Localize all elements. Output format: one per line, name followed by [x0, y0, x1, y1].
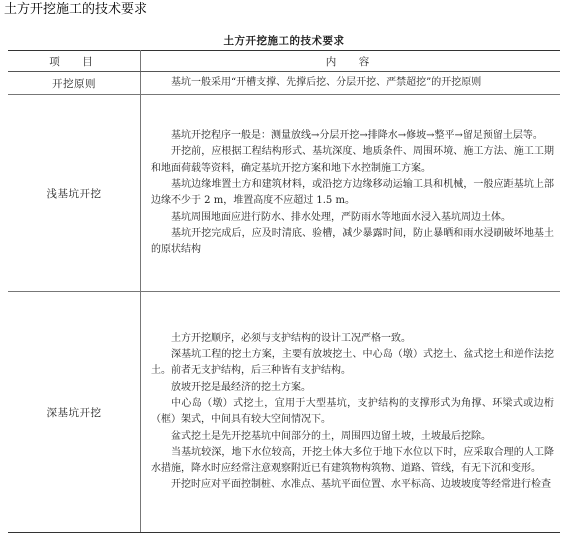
content-paragraph: 基坑周围地面应进行防水、排水处理，严防雨水等地面水浸入基坑周边土体。: [171, 211, 511, 223]
content-paragraph: 盆式挖土是先开挖基坑中间部分的土，周围四边留土坡，土坡最后挖除。: [171, 430, 491, 442]
table-caption: 土方开挖施工的技术要求: [223, 35, 345, 47]
header-content: 内 容: [141, 51, 561, 72]
content-paragraph: 开挖前，应根据工程结构形式、基坑深度、地质条件、周围环境、施工方法、施工工期和地面荷载等资料，确定基坑开挖方案和地下水控制施工方案。: [151, 146, 554, 174]
row-content: [141, 72, 561, 95]
table-row: [8, 72, 560, 95]
requirements-table: [8, 50, 560, 533]
content-paragraph: 中心岛（墩）式挖土，宜用于大型基坑，支护结构的支撑形式为角撑、环梁式或边桁（框）架式，中间具有较大空间情况下。: [151, 398, 554, 426]
item-label-text: 开挖原则: [52, 77, 96, 90]
page-title: 土方开挖施工的技术要求: [4, 2, 148, 17]
row-item-label: [8, 72, 141, 95]
row-item-label: [8, 95, 141, 292]
item-label-text: 深基坑开挖: [46, 406, 102, 419]
row-content: [141, 292, 561, 533]
row-content: [141, 95, 561, 292]
item-label-text: 浅基坑开挖: [46, 187, 102, 200]
content-paragraph: 基坑一般采用“开槽支撑、先撑后挖、分层开挖、严禁超挖”的开挖原则: [171, 77, 482, 88]
row-item-label: [8, 292, 141, 533]
header-item: 项 目: [8, 51, 141, 72]
content-paragraph: 基坑开挖完成后，应及时清底、验槽，减少暴露时间，防止暴晒和雨水浸刷破坏地基土的原状结构: [151, 227, 554, 256]
table-row: [8, 292, 560, 533]
content-paragraph: 放坡开挖是最经济的挖土方案。: [171, 381, 311, 393]
content-paragraph: 开挖时应对平面控制桩、水准点、基坑平面位置、水平标高、边坡坡度等经常进行检查: [171, 479, 551, 491]
content-paragraph: 深基坑工程的挖土方案，主要有放坡挖土、中心岛（墩）式挖土、盆式挖土和逆作法挖土。前者无支护结构，后三种皆有支护结构。: [151, 349, 554, 377]
table-row: [8, 95, 560, 292]
table-header-row: [8, 51, 560, 72]
content-paragraph: 基坑开挖程序一般是：测量放线→分层开挖→排降水→修坡→整平→留足预留土层等。: [171, 130, 543, 142]
content-paragraph: 土方开挖顺序，必须与支护结构的设计工况严格一致。: [171, 332, 411, 344]
content-paragraph: 当基坑较深，地下水位较高，开挖土体大多位于地下水位以下时，应采取合理的人工降水措施，降水时应经常注意观察附近已有建筑物构筑物、道路、管线，有无下沉和变形。: [151, 446, 554, 475]
content-paragraph: 基坑边缘堆置土方和建筑材料，或沿挖方边缘移动运输工具和机械，一般应距基坑上部边缘不少于 2 m，堆置高度不应超过 1.5 m。: [151, 179, 554, 207]
